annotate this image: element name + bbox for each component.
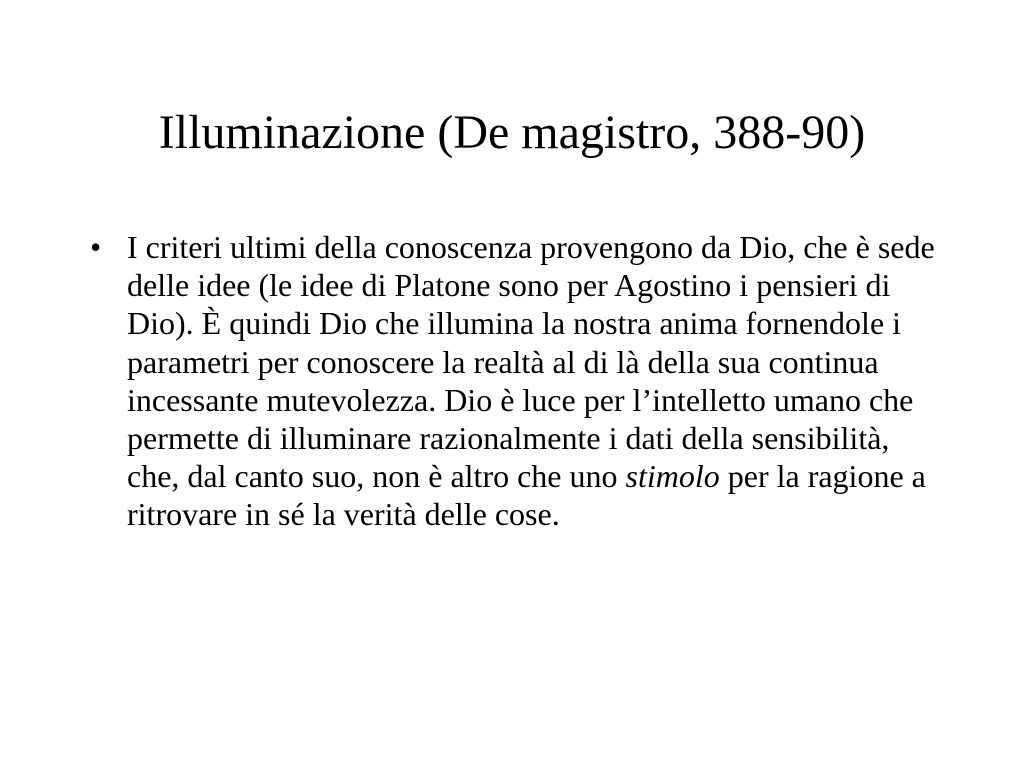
bullet-icon: • (90, 229, 102, 265)
bullet-text-before: I criteri ultimi della conoscenza provengono da Dio, che è sede delle idee (le idee di Platone sono per Agostino i pensieri di Dio). È quindi Dio che illumina la nostra anima fornendole i parametri per conoscere la realtà al di là della sua continua incessante mutevolezza. Dio è luce per l’intelletto umano che permette di illuminare razionalmente i dati della sensibilità, che, dal canto suo, non è altro che uno (127, 229, 935, 495)
slide-title: Illuminazione (De magistro, 388-90) (158, 106, 866, 159)
bullet-list (90, 228, 940, 534)
bullet-text-after: per la ragione a ritrovare in sé la verità delle cose. (127, 458, 926, 533)
bullet-text-emphasis: stimolo (625, 458, 720, 495)
bullet-item (90, 228, 940, 534)
bullet-text (127, 229, 935, 532)
